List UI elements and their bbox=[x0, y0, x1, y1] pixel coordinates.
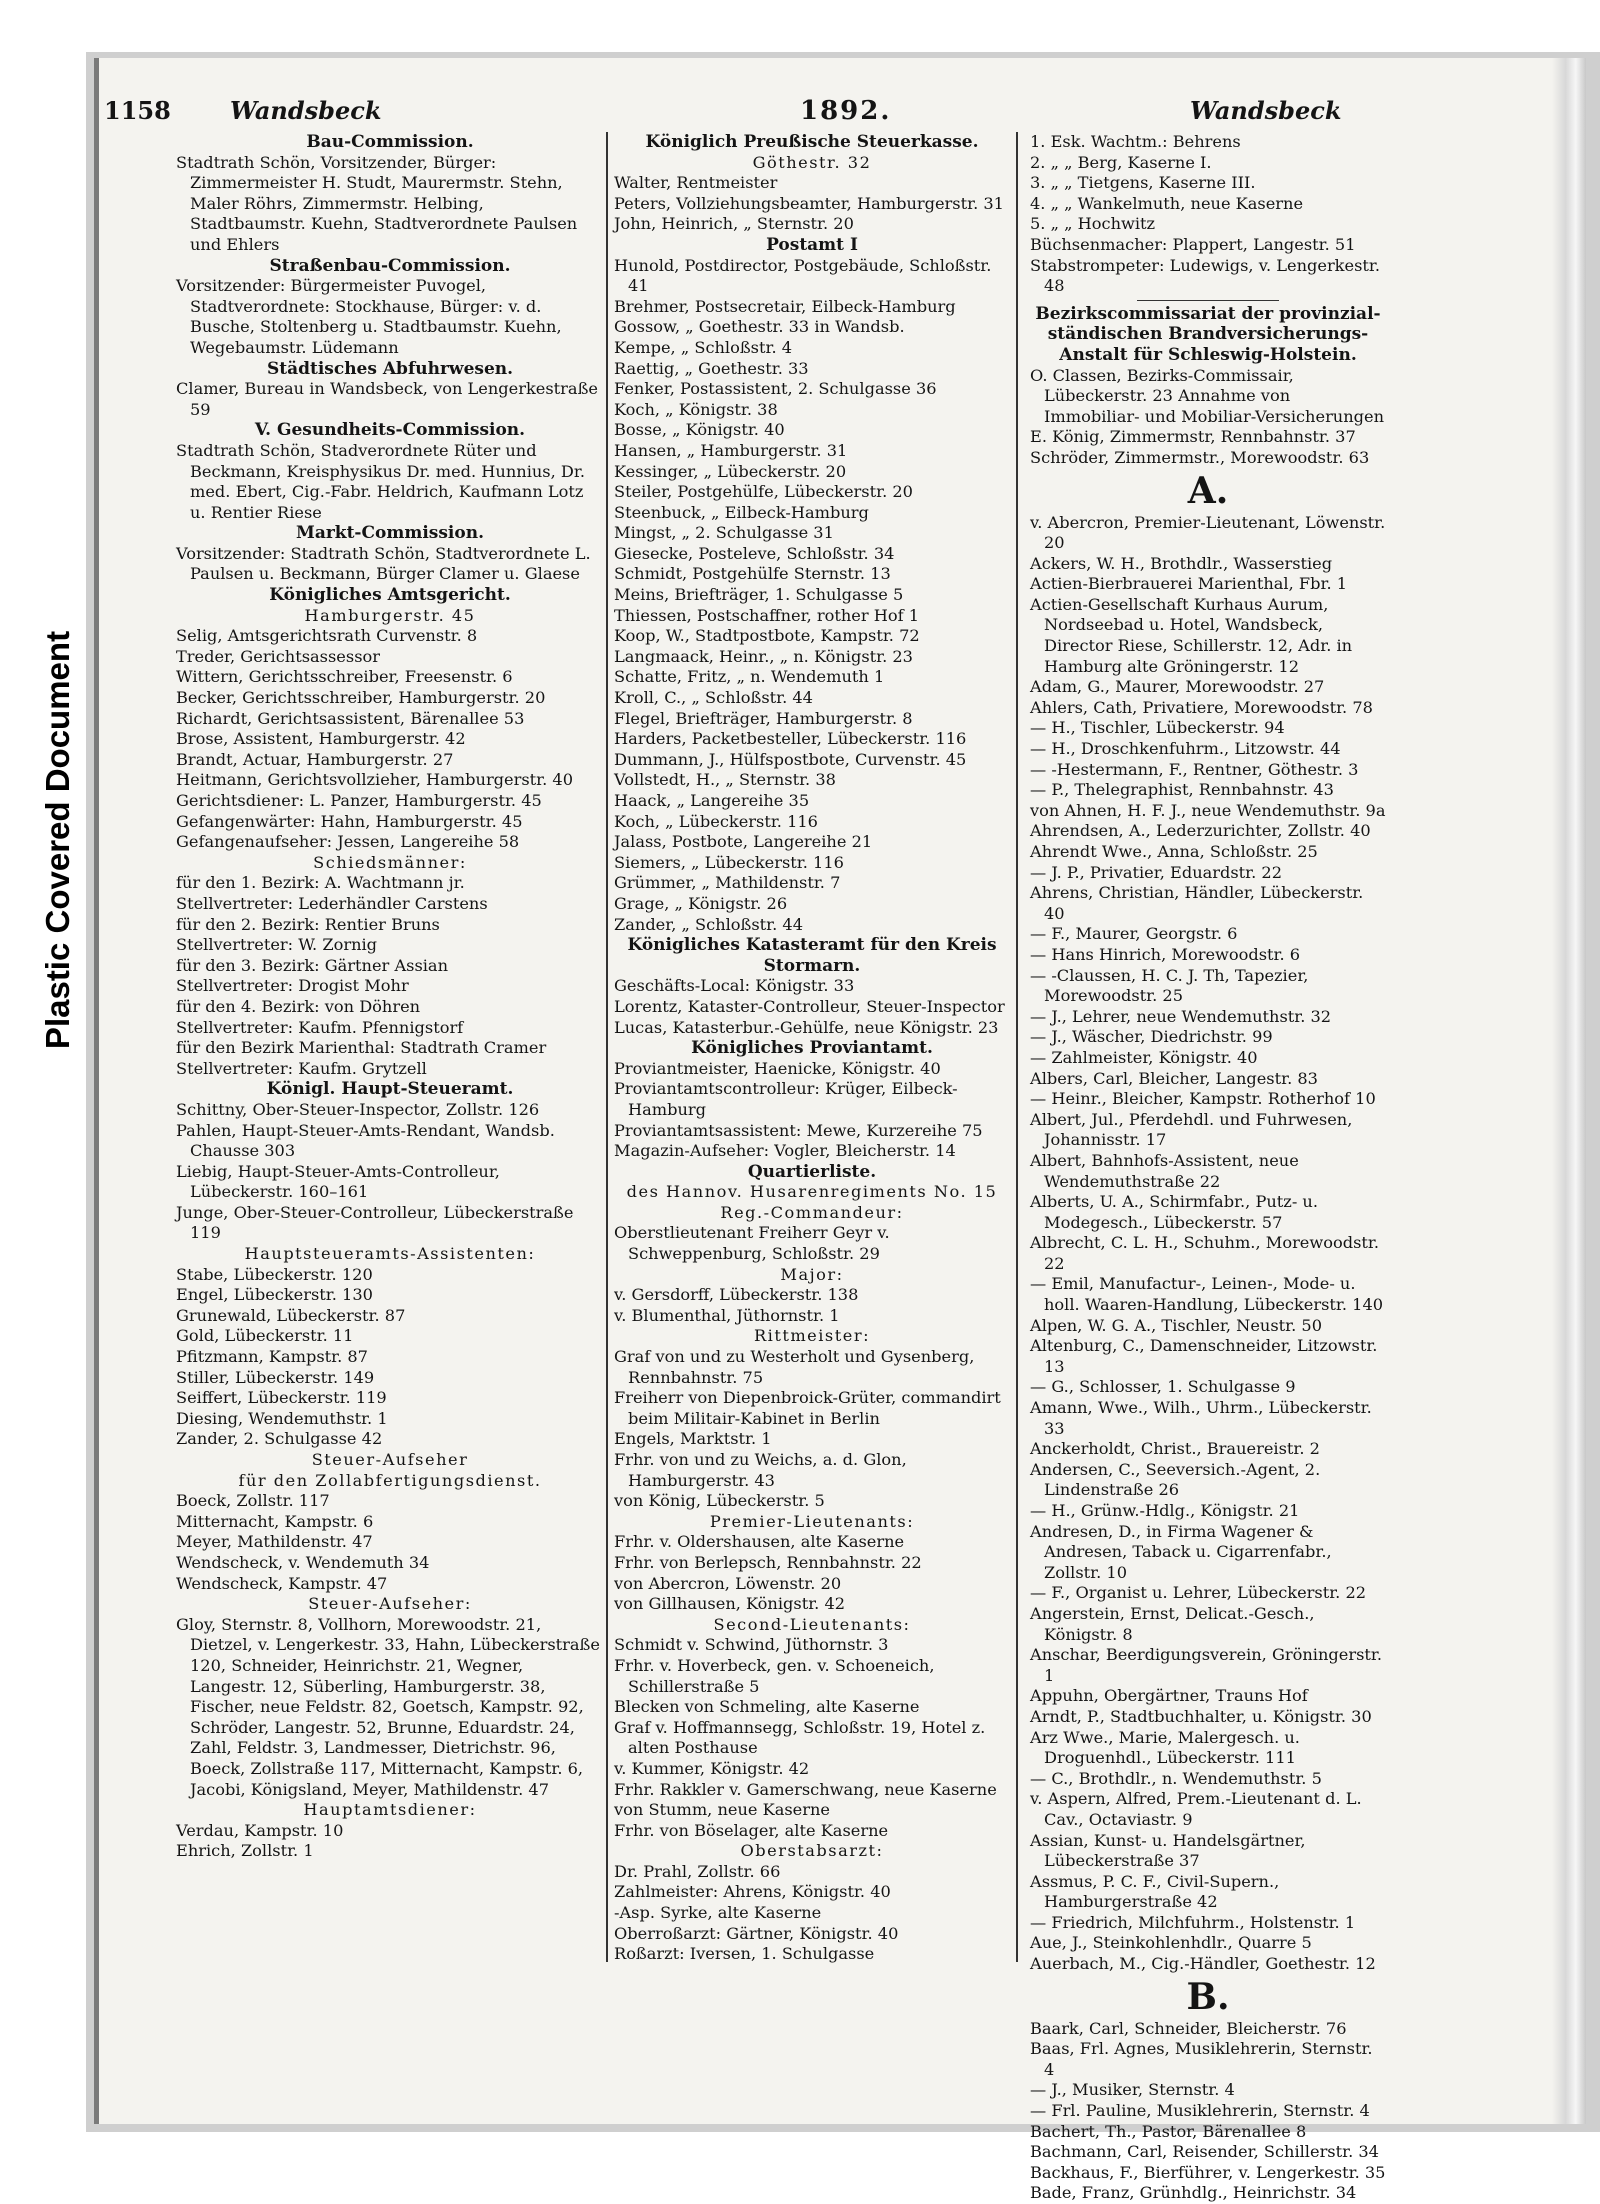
directory-entry: 3. „ „ Tietgens, Kaserne III. bbox=[1030, 173, 1256, 193]
directory-entry: E. König, Zimmermstr, Rennbahnstr. 37 bbox=[1030, 427, 1356, 447]
directory-entry: Haack, „ Langereihe 35 bbox=[614, 791, 810, 810]
letter-heading: B. bbox=[1186, 1975, 1230, 2018]
directory-entry: — -Claussen, H. C. J. Th, Tapezier, Morewoodstr. 25 bbox=[1030, 965, 1309, 1006]
section-heading: Postamt I bbox=[766, 234, 858, 255]
directory-entry: — H., Droschkenfuhrm., Litzowstr. 44 bbox=[1030, 739, 1341, 759]
directory-entry: Andersen, C., Seeversich.-Agent, 2. Lindenstraße 26 bbox=[1030, 1459, 1321, 1500]
directory-entry: Steiler, Postgehülfe, Lübeckerstr. 20 bbox=[614, 482, 913, 502]
directory-entry: — F., Maurer, Georgstr. 6 bbox=[1030, 924, 1238, 944]
directory-entry: Altenburg, C., Damenschneider, Litzowstr. 13 bbox=[1030, 1336, 1378, 1376]
directory-entry: Frhr. von Berlepsch, Rennbahnstr. 22 bbox=[614, 1552, 922, 1572]
directory-entry: Pahlen, Haupt-Steuer-Amts-Rendant, Wandsb. Chausse 303 bbox=[176, 1120, 555, 1161]
directory-entry: Lorentz, Kataster-Controlleur, Steuer-Inspector bbox=[614, 996, 1005, 1016]
directory-entry: Brandt, Actuar, Hamburgerstr. 27 bbox=[176, 749, 454, 769]
directory-entry: Jalass, Postbote, Langereihe 21 bbox=[614, 832, 873, 852]
directory-entry: Gloy, Sternstr. 8, Vollhorn, Morewoodstr. 21, Dietzel, v. Lengerkestr. 33, Hahn, Lübeckerstraße 120, Schneider, Heinrichstr. 21, Wegner, Langestr. 12, Süberling, Hamburgerstr. 38, Fischer, neue Feldstr. 82, Goetsch, Kampstr. 92, Schröder, Langestr. 52, Brunne, Eduardstr. 24, Zahl, Feldstr. 3, Landmesser, Dietrichstr. 96, Boeck, Zollstraße 117, Mitternacht, Kampstr. 6, Jacobi, Königsland, Meyer, Mathildenstr. 47 bbox=[176, 1614, 600, 1799]
role-heading: Rittmeister: bbox=[753, 1326, 871, 1346]
directory-entry: Frhr. von und zu Weichs, a. d. Glon, Hamburgerstr. 43 bbox=[614, 1450, 907, 1490]
directory-entry: Assmus, P. C. F., Civil-Supern., Hamburgerstraße 42 bbox=[1030, 1871, 1280, 1912]
directory-entry: Gefangenwärter: Hahn, Hamburgerstr. 45 bbox=[176, 811, 523, 831]
section-heading: Königliches Amtsgericht. bbox=[269, 585, 511, 606]
directory-entry: Koch, „ Königstr. 38 bbox=[614, 399, 778, 419]
directory-entry: Schmidt v. Schwind, Jüthornstr. 3 bbox=[614, 1635, 889, 1655]
directory-entry: von Gillhausen, Königstr. 42 bbox=[614, 1594, 846, 1614]
directory-entry: Büchsenmacher: Plappert, Langestr. 51 bbox=[1030, 234, 1356, 254]
directory-entry: Flegel, Briefträger, Hamburgerstr. 8 bbox=[614, 708, 913, 728]
section-heading: Bau-Commission. bbox=[306, 132, 474, 152]
directory-entry: Steenbuck, „ Eilbeck-Hamburg bbox=[614, 502, 869, 522]
directory-entry: Anckerholdt, Christ., Brauereistr. 2 bbox=[1030, 1439, 1320, 1459]
directory-entry: v. Aspern, Alfred, Prem.-Lieutenant d. L. Cav., Octaviastr. 9 bbox=[1030, 1789, 1362, 1829]
directory-entry: — P., Thelegraphist, Rennbahnstr. 43 bbox=[1030, 780, 1334, 800]
role-heading: Reg.-Commandeur: bbox=[720, 1202, 904, 1222]
directory-entry: Proviantamtscontrolleur: Krüger, Eilbeck-Hamburg bbox=[614, 1079, 958, 1119]
directory-entry: Schatte, Fritz, „ n. Wendemuth 1 bbox=[614, 667, 885, 687]
directory-entry: Peters, Vollziehungsbeamter, Hamburgerstr. 31 bbox=[614, 193, 1004, 213]
directory-entry: für den 1. Bezirk: A. Wachtmann jr. bbox=[176, 873, 465, 893]
directory-entry: Vorsitzender: Stadtrath Schön, Stadtverordnete L. Paulsen u. Beckmann, Bürger Clamer u. Glaese bbox=[176, 543, 591, 584]
directory-entry: Heitmann, Gerichtsvollzieher, Hamburgerstr. 40 bbox=[176, 770, 574, 790]
directory-entry: Backhaus, F., Bierführer, v. Lengerkestr. 35 bbox=[1030, 2162, 1386, 2182]
directory-entry: Clamer, Bureau in Wandsbeck, von Lengerkestraße 59 bbox=[176, 379, 598, 419]
directory-entry: — J., Wäscher, Diedrichstr. 99 bbox=[1030, 1027, 1273, 1047]
directory-entry: Aue, J., Steinkohlenhdlr., Quarre 5 bbox=[1030, 1933, 1312, 1953]
directory-entry: Alpen, W. G. A., Tischler, Neustr. 50 bbox=[1030, 1315, 1323, 1335]
directory-entry: Gefangenaufseher: Jessen, Langereihe 58 bbox=[176, 832, 520, 852]
directory-entry: Arndt, P., Stadtbuchhalter, u. Königstr. 30 bbox=[1030, 1706, 1372, 1726]
role-heading: Premier-Lieutenants: bbox=[709, 1511, 915, 1531]
role-heading: Schiedsmänner: bbox=[313, 852, 467, 872]
directory-entry: Treder, Gerichtsassessor bbox=[176, 646, 380, 666]
directory-entry: — J., Musiker, Sternstr. 4 bbox=[1030, 2080, 1235, 2100]
directory-entry: Adam, G., Maurer, Morewoodstr. 27 bbox=[1030, 677, 1325, 697]
directory-entry: Zander, „ Schloßstr. 44 bbox=[614, 914, 804, 934]
directory-entry: Hunold, Postdirector, Postgebäude, Schloßstr. 41 bbox=[614, 255, 992, 296]
directory-entry: Selig, Amtsgerichtsrath Curvenstr. 8 bbox=[176, 626, 478, 646]
directory-entry: Ehrich, Zollstr. 1 bbox=[176, 1841, 314, 1861]
directory-entry: Siemers, „ Lübeckerstr. 116 bbox=[614, 852, 844, 872]
role-heading: Steuer-Aufseher: bbox=[308, 1594, 472, 1614]
column-left bbox=[176, 132, 604, 1862]
directory-entry: Kroll, C., „ Schloßstr. 44 bbox=[614, 688, 813, 708]
directory-entry: Frhr. von Böselager, alte Kaserne bbox=[614, 1820, 889, 1840]
letter-heading: A. bbox=[1187, 469, 1229, 512]
directory-entry: 5. „ „ Hochwitz bbox=[1030, 214, 1156, 234]
directory-entry: Koop, W., Stadtpostbote, Kampstr. 72 bbox=[614, 626, 920, 646]
directory-entry: Engel, Lübeckerstr. 130 bbox=[176, 1285, 373, 1305]
directory-entry: Actien-Gesellschaft Kurhaus Aurum, Nordseebad u. Hotel, Wandsbeck, Director Riese, Schillerstr. 12, Adr. in Hamburg alte Gröningerstr. 12 bbox=[1030, 594, 1353, 676]
directory-entry: Gerichtsdiener: L. Panzer, Hamburgerstr. 45 bbox=[176, 791, 542, 810]
directory-entry: Auerbach, M., Cig.-Händler, Goethestr. 12 bbox=[1030, 1954, 1376, 1974]
directory-entry: Oberroßarzt: Gärtner, Königstr. 40 bbox=[614, 1923, 899, 1943]
section-heading: Straßenbau-Commission. bbox=[269, 255, 511, 276]
directory-entry: Ahrens, Christian, Händler, Lübeckerstr. 40 bbox=[1030, 883, 1364, 923]
section-subline: Göthestr. 32 bbox=[752, 152, 872, 172]
header-year: 1892. bbox=[800, 96, 892, 126]
directory-entry: — F., Organist u. Lehrer, Lübeckerstr. 22 bbox=[1030, 1583, 1367, 1603]
directory-entry: Ahrendsen, A., Lederzurichter, Zollstr. 40 bbox=[1030, 821, 1371, 841]
directory-entry: Hansen, „ Hamburgerstr. 31 bbox=[614, 440, 848, 460]
directory-entry: Wendscheck, Kampstr. 47 bbox=[176, 1573, 388, 1593]
directory-entry: Andresen, D., in Firma Wagener & Andresen, Taback u. Cigarrenfabr., Zollstr. 10 bbox=[1030, 1521, 1332, 1582]
directory-entry: Zander, 2. Schulgasse 42 bbox=[176, 1429, 383, 1449]
directory-entry: Magazin-Aufseher: Vogler, Bleicherstr. 14 bbox=[614, 1141, 956, 1161]
directory-entry: Kessinger, „ Lübeckerstr. 20 bbox=[614, 461, 847, 481]
section-subline: Hamburgerstr. 45 bbox=[304, 605, 476, 625]
section-heading: Königliches Katasteramt für den Kreis Stormarn. bbox=[627, 935, 997, 976]
directory-entry: — J., Lehrer, neue Wendemuthstr. 32 bbox=[1030, 1006, 1332, 1026]
directory-entry: Dr. Prahl, Zollstr. 66 bbox=[614, 1861, 781, 1881]
directory-entry: Grunewald, Lübeckerstr. 87 bbox=[176, 1305, 406, 1325]
role-heading: Hauptsteueramts-Assistenten: bbox=[244, 1244, 536, 1264]
directory-entry: Gossow, „ Goethestr. 33 in Wandsb. bbox=[614, 317, 905, 337]
directory-entry: v. Abercron, Premier-Lieutenant, Löwenstr. 20 bbox=[1030, 512, 1386, 553]
header-right-title: Wandsbeck bbox=[1190, 96, 1342, 125]
directory-entry: Stellvertreter: W. Zornig bbox=[176, 935, 378, 955]
directory-entry: Mitternacht, Kampstr. 6 bbox=[176, 1511, 374, 1531]
directory-entry: Ahrendt Wwe., Anna, Schloßstr. 25 bbox=[1030, 842, 1318, 861]
directory-entry: — G., Schlosser, 1. Schulgasse 9 bbox=[1030, 1377, 1296, 1397]
section-heading: Bezirkscommissariat der provinzial-ständischen Brandversicherungs-Anstalt für Schleswig-Holstein. bbox=[1035, 303, 1381, 365]
directory-entry: Lucas, Katasterbur.-Gehülfe, neue Königstr. 23 bbox=[614, 1017, 999, 1037]
directory-entry: Ackers, W. H., Brothdlr., Wasserstieg bbox=[1030, 553, 1333, 573]
column-middle bbox=[606, 132, 1018, 1962]
role-heading: Hauptamtsdiener: bbox=[303, 1800, 477, 1820]
directory-entry: Schröder, Zimmermstr., Morewoodstr. 63 bbox=[1030, 447, 1370, 467]
directory-entry: Anschar, Beerdigungsverein, Gröningerstr. 1 bbox=[1030, 1645, 1383, 1685]
directory-entry: — Hans Hinrich, Morewoodstr. 6 bbox=[1030, 944, 1301, 964]
section-subline: für den Zollabfertigungsdienst. bbox=[238, 1470, 542, 1490]
side-label bbox=[28, 560, 88, 1120]
section-heading: Königlich Preußische Steuerkasse. bbox=[645, 132, 979, 152]
directory-entry: Albert, Jul., Pferdehdl. und Fuhrwesen, Johannisstr. 17 bbox=[1030, 1109, 1353, 1150]
header-left-title: Wandsbeck bbox=[230, 96, 382, 125]
directory-entry: Angerstein, Ernst, Delicat.-Gesch., Königstr. 8 bbox=[1030, 1603, 1315, 1644]
section-heading: Quartierliste. bbox=[747, 1161, 877, 1182]
section-heading: Markt-Commission. bbox=[296, 523, 484, 544]
directory-entry: Richardt, Gerichtsassistent, Bärenallee 53 bbox=[176, 708, 525, 728]
column-right bbox=[1030, 132, 1386, 2204]
directory-entry: — H., Grünw.-Hdlg., Königstr. 21 bbox=[1030, 1501, 1300, 1520]
directory-entry: Brehmer, Postsecretair, Eilbeck-Hamburg bbox=[614, 296, 956, 316]
directory-entry: Grümmer, „ Mathildenstr. 7 bbox=[614, 873, 841, 893]
directory-entry: Frhr. Rakkler v. Gamerschwang, neue Kaserne bbox=[614, 1779, 997, 1799]
directory-entry: Albert, Bahnhofs-Assistent, neue Wendemuthstraße 22 bbox=[1030, 1150, 1299, 1191]
directory-entry: Zahlmeister: Ahrens, Königstr. 40 bbox=[614, 1882, 891, 1902]
role-heading: Oberstabsarzt: bbox=[740, 1841, 884, 1861]
directory-entry: für den 4. Bezirk: von Döhren bbox=[176, 996, 421, 1016]
section-heading: Städtisches Abfuhrwesen. bbox=[266, 358, 514, 379]
directory-entry: Vollstedt, H., „ Sternstr. 38 bbox=[614, 770, 836, 790]
directory-entry: von König, Lübeckerstr. 5 bbox=[614, 1491, 825, 1511]
directory-entry: — H., Tischler, Lübeckerstr. 94 bbox=[1030, 718, 1285, 738]
directory-entry: Albers, Carl, Bleicher, Langestr. 83 bbox=[1030, 1068, 1318, 1088]
directory-entry: Blecken von Schmeling, alte Kaserne bbox=[614, 1697, 920, 1717]
directory-entry: Stadtrath Schön, Vorsitzender, Bürger: Zimmermeister H. Studt, Maurermstr. Stehn, Maler Röhrs, Zimmermstr. Helbing, Stadtbaumstr. Kuehn, Stadtverordnete Paulsen und Ehlers bbox=[176, 152, 578, 254]
directory-entry: Bachmann, Carl, Reisender, Schillerstr. 34 bbox=[1030, 2142, 1379, 2162]
directory-entry: Actien-Bierbrauerei Marienthal, Fbr. 1 bbox=[1030, 574, 1348, 594]
section-heading: V. Gesundheits-Commission. bbox=[254, 420, 526, 441]
directory-entry: Stabstrompeter: Ludewigs, v. Lengerkestr. 48 bbox=[1030, 255, 1380, 296]
directory-entry: von Abercron, Löwenstr. 20 bbox=[614, 1573, 842, 1593]
directory-entry: Brose, Assistent, Hamburgerstr. 42 bbox=[176, 729, 466, 749]
directory-entry: — Emil, Manufactur-, Leinen-, Mode- u. holl. Waaren-Handlung, Lübeckerstr. 140 bbox=[1030, 1274, 1384, 1315]
directory-entry: Vorsitzender: Bürgermeister Puvogel, Stadtverordnete: Stockhause, Bürger: v. d. Busche, Stoltenberg u. Stadtbaumstr. Kuehn, Wegebaumstr. Lüdemann bbox=[176, 276, 562, 357]
directory-entry: Schmidt, Postgehülfe Sternstr. 13 bbox=[614, 564, 891, 584]
directory-entry: Verdau, Kampstr. 10 bbox=[176, 1820, 344, 1840]
directory-entry: Gold, Lübeckerstr. 11 bbox=[176, 1326, 354, 1346]
directory-entry: Geschäfts-Local: Königstr. 33 bbox=[614, 976, 855, 996]
directory-entry: Stellvertreter: Drogist Mohr bbox=[176, 976, 409, 996]
directory-entry: Meyer, Mathildenstr. 47 bbox=[176, 1532, 373, 1552]
directory-entry: Stabe, Lübeckerstr. 120 bbox=[176, 1264, 373, 1284]
directory-entry: Pfitzmann, Kampstr. 87 bbox=[176, 1347, 368, 1367]
directory-entry: Wittern, Gerichtsschreiber, Freesenstr. 6 bbox=[176, 667, 513, 687]
directory-entry: Bosse, „ Königstr. 40 bbox=[614, 420, 785, 440]
page-right-edge bbox=[1552, 58, 1586, 2124]
directory-entry: Freiherr von Diepenbroick-Grüter, commandirt beim Militair-Kabinet in Berlin bbox=[614, 1388, 1001, 1428]
directory-entry: Meins, Briefträger, 1. Schulgasse 5 bbox=[614, 585, 904, 605]
section-heading: Königl. Haupt-Steueramt. bbox=[266, 1079, 514, 1100]
directory-entry: Assian, Kunst- u. Handelsgärtner, Lübeckerstraße 37 bbox=[1030, 1830, 1306, 1871]
directory-entry: Junge, Ober-Steuer-Controlleur, Lübeckerstraße 119 bbox=[176, 1202, 574, 1243]
directory-entry: Fenker, Postassistent, 2. Schulgasse 36 bbox=[614, 379, 937, 399]
directory-entry: Albrecht, C. L. H., Schuhm., Morewoodstr. 22 bbox=[1030, 1233, 1380, 1273]
directory-entry: Ahlers, Cath, Privatiere, Morewoodstr. 78 bbox=[1030, 697, 1373, 717]
directory-entry: Dummann, J., Hülfspostbote, Curvenstr. 45 bbox=[614, 749, 967, 769]
directory-entry: Alberts, U. A., Schirmfabr., Putz- u. Modegesch., Lübeckerstr. 57 bbox=[1030, 1192, 1319, 1232]
directory-entry: Oberstlieutenant Freiherr Geyr v. Schweppenburg, Schloßstr. 29 bbox=[614, 1223, 890, 1264]
directory-entry: Stellvertreter: Lederhändler Carstens bbox=[176, 893, 488, 913]
directory-entry: Seiffert, Lübeckerstr. 119 bbox=[176, 1388, 387, 1408]
directory-entry: Langmaack, Heinr., „ n. Königstr. 23 bbox=[614, 646, 913, 666]
directory-entry: Koch, „ Lübeckerstr. 116 bbox=[614, 811, 818, 831]
directory-entry: Engels, Marktstr. 1 bbox=[614, 1429, 772, 1449]
directory-entry: — J. P., Privatier, Eduardstr. 22 bbox=[1030, 862, 1283, 882]
directory-entry: Baas, Frl. Agnes, Musiklehrerin, Sternstr. 4 bbox=[1030, 2039, 1373, 2079]
directory-entry: v. Gersdorff, Lübeckerstr. 138 bbox=[614, 1285, 859, 1305]
directory-entry: für den 3. Bezirk: Gärtner Assian bbox=[176, 955, 449, 975]
directory-entry: Appuhn, Obergärtner, Trauns Hof bbox=[1030, 1686, 1308, 1706]
directory-entry: Kempe, „ Schloßstr. 4 bbox=[614, 337, 793, 357]
directory-entry: Grage, „ Königstr. 26 bbox=[614, 893, 788, 913]
directory-entry: Roßarzt: Iversen, 1. Schulgasse bbox=[614, 1944, 875, 1964]
directory-entry: Boeck, Zollstr. 117 bbox=[176, 1491, 330, 1511]
directory-entry: John, Heinrich, „ Sternstr. 20 bbox=[614, 214, 854, 234]
directory-entry: — Frl. Pauline, Musiklehrerin, Sternstr. 4 bbox=[1030, 2101, 1370, 2121]
directory-entry: v. Kummer, Königstr. 42 bbox=[614, 1758, 810, 1778]
section-heading: Königliches Proviantamt. bbox=[691, 1038, 933, 1059]
directory-entry: Wendscheck, v. Wendemuth 34 bbox=[176, 1552, 430, 1572]
directory-entry: von Stumm, neue Kaserne bbox=[614, 1800, 831, 1820]
directory-entry: Thiessen, Postschaffner, rother Hof 1 bbox=[614, 605, 920, 625]
directory-entry: von Ahnen, H. F. J., neue Wendemuthstr. 9a bbox=[1030, 800, 1386, 820]
role-heading: Major: bbox=[780, 1264, 844, 1284]
directory-entry: 4. „ „ Wankelmuth, neue Kaserne bbox=[1030, 193, 1304, 213]
directory-entry: Graf v. Hoffmannsegg, Schloßstr. 19, Hotel z. alten Posthause bbox=[614, 1717, 986, 1758]
side-label-text: Plastic Covered Document bbox=[39, 630, 76, 1050]
directory-entry: Frhr. v. Oldershausen, alte Kaserne bbox=[614, 1532, 905, 1552]
directory-entry: Arz Wwe., Marie, Malergesch. u. Droguenhdl., Lübeckerstr. 111 bbox=[1030, 1727, 1300, 1768]
directory-entry: Graf von und zu Westerholt und Gysenberg, Rennbahnstr. 75 bbox=[614, 1347, 975, 1387]
directory-entry: Raettig, „ Goethestr. 33 bbox=[614, 358, 809, 378]
section-subline: des Hannov. Husarenregiments No. 15 bbox=[626, 1182, 998, 1202]
directory-entry: Giesecke, Posteleve, Schloßstr. 34 bbox=[614, 543, 895, 563]
directory-entry: Baark, Carl, Schneider, Bleicherstr. 76 bbox=[1030, 2018, 1347, 2038]
directory-entry: Liebig, Haupt-Steuer-Amts-Controlleur, Lübeckerstr. 160–161 bbox=[176, 1161, 500, 1202]
directory-entry: — Heinr., Bleicher, Kampstr. Rotherhof 10 bbox=[1030, 1089, 1376, 1109]
directory-entry: 2. „ „ Berg, Kaserne I. bbox=[1030, 152, 1212, 172]
directory-entry: — Friedrich, Milchfuhrm., Holstenstr. 1 bbox=[1030, 1912, 1356, 1932]
directory-entry: Frhr. v. Hoverbeck, gen. v. Schoeneich, Schillerstraße 5 bbox=[614, 1655, 935, 1696]
divider-rule bbox=[1137, 300, 1279, 301]
directory-entry: — C., Brothdlr., n. Wendemuthstr. 5 bbox=[1030, 1768, 1322, 1788]
directory-entry: O. Classen, Bezirks-Commissair, Lübeckerstr. 23 Annahme von Immobiliar- und Mobiliar-Versicherungen bbox=[1030, 365, 1385, 426]
page-number: 1158 bbox=[104, 96, 171, 125]
role-heading: Steuer-Aufseher bbox=[311, 1450, 469, 1469]
directory-entry: Stellvertreter: Kaufm. Pfennigstorf bbox=[176, 1017, 464, 1037]
directory-entry: -Asp. Syrke, alte Kaserne bbox=[614, 1903, 822, 1923]
directory-entry: Proviantamtsassistent: Mewe, Kurzereihe 75 bbox=[614, 1120, 983, 1140]
directory-entry: — -Hestermann, F., Rentner, Göthestr. 3 bbox=[1030, 759, 1359, 779]
directory-entry: Bachert, Th., Pastor, Bärenallee 8 bbox=[1030, 2121, 1307, 2141]
directory-entry: Proviantmeister, Haenicke, Königstr. 40 bbox=[614, 1058, 941, 1078]
directory-entry: Diesing, Wendemuthstr. 1 bbox=[176, 1408, 388, 1428]
role-heading: Second-Lieutenants: bbox=[713, 1614, 911, 1634]
directory-entry: Stiller, Lübeckerstr. 149 bbox=[176, 1367, 375, 1387]
directory-entry: Mingst, „ 2. Schulgasse 31 bbox=[614, 523, 834, 543]
directory-entry: Stellvertreter: Kaufm. Grytzell bbox=[176, 1058, 427, 1078]
directory-entry: Harders, Packetbesteller, Lübeckerstr. 116 bbox=[614, 729, 967, 749]
directory-entry: Bade, Franz, Grünhdlg., Heinrichstr. 34 bbox=[1030, 2183, 1357, 2203]
directory-entry: Becker, Gerichtsschreiber, Hamburgerstr. 20 bbox=[176, 688, 546, 708]
directory-entry: Stadtrath Schön, Stadverordnete Rüter und Beckmann, Kreisphysikus Dr. med. Hunnius, Dr. med. Ebert, Cig.-Fabr. Heldrich, Kaufmann Lotz u. Rentier Riese bbox=[176, 440, 585, 522]
directory-entry: Amann, Wwe., Wilh., Uhrm., Lübeckerstr. 33 bbox=[1030, 1398, 1372, 1438]
directory-entry: Walter, Rentmeister bbox=[614, 173, 778, 193]
directory-entry: für den Bezirk Marienthal: Stadtrath Cramer bbox=[176, 1038, 547, 1058]
directory-entry: — Zahlmeister, Königstr. 40 bbox=[1030, 1047, 1258, 1067]
directory-entry: Schittny, Ober-Steuer-Inspector, Zollstr. 126 bbox=[176, 1099, 540, 1119]
directory-entry: 1. Esk. Wachtm.: Behrens bbox=[1030, 132, 1241, 151]
directory-entry: v. Blumenthal, Jüthornstr. 1 bbox=[614, 1305, 840, 1325]
directory-entry: für den 2. Bezirk: Rentier Bruns bbox=[176, 914, 440, 934]
